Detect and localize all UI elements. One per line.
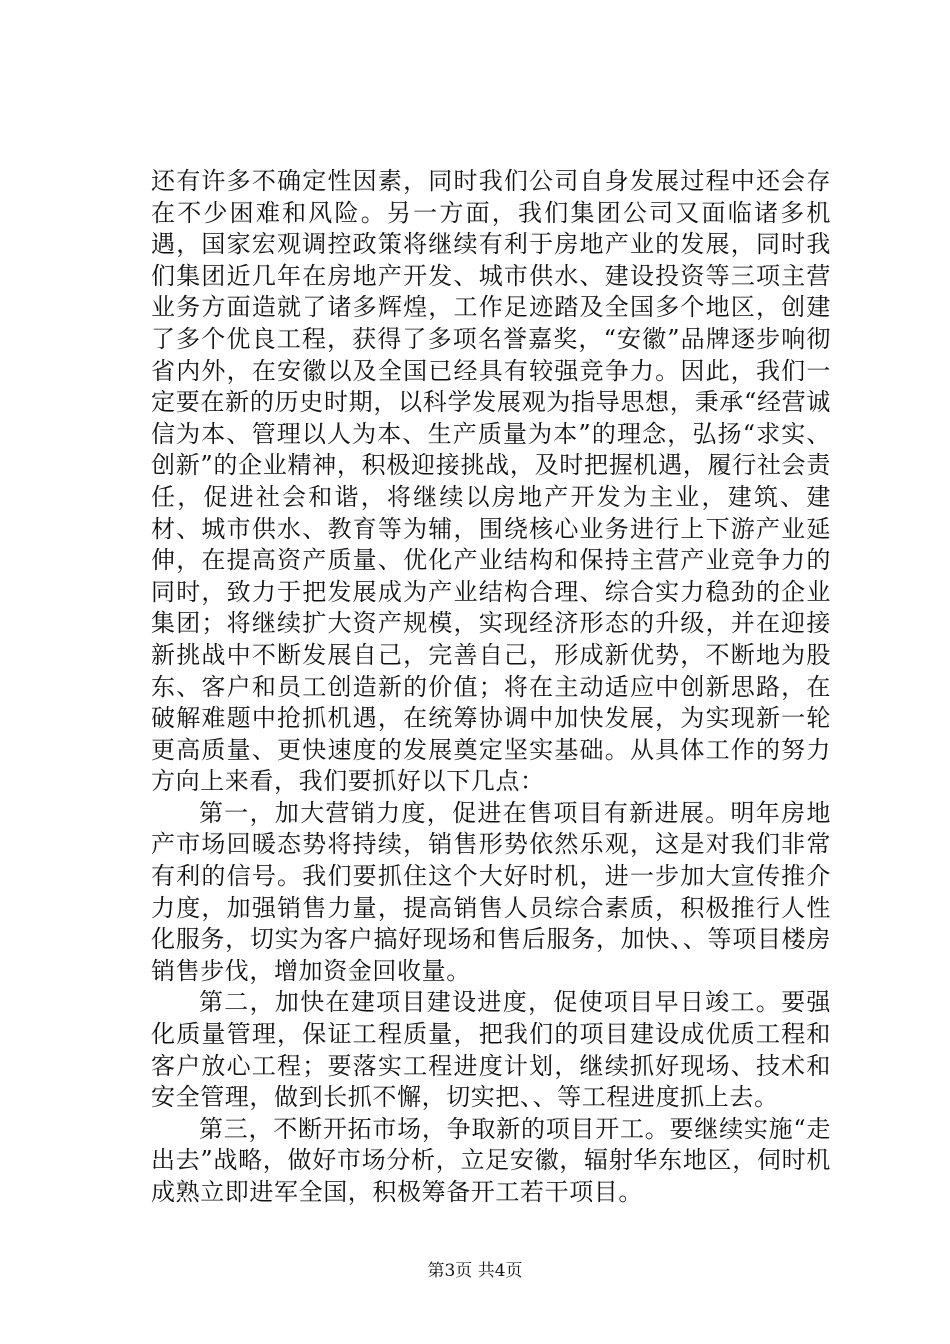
- paragraph-point-one: 第一，加大营销力度，促进在售项目有新进展。明年房地产市场回暖态势将持续，销售形势依然乐观，这是对我们非常有利的信号。我们要抓住这个大好时机，进一步加大宣传推介力度，加强销售力量，提高销售人员综合素质，积极推行人性化服务，切实为客户搞好现场和售后服务，加快、、等项目楼房销售步伐，增加资金回收量。: [151, 798, 831, 985]
- document-body: [151, 166, 831, 1209]
- paragraph-point-two: 第二，加快在建项目建设进度，促使项目早日竣工。要强化质量管理，保证工程质量，把我们的项目建设成优质工程和客户放心工程；要落实工程进度计划，继续抓好现场、技术和安全管理，做到长抓不懈，切实把、、等工程进度抓上去。: [151, 988, 831, 1112]
- paragraph-point-three: 第三，不断开拓市场，争取新的项目开工。要继续实施“走出去”战略，做好市场分析，立足安徽，辐射华东地区，伺时机成熟立即进军全国，积极筹备开工若干项目。: [151, 1114, 831, 1206]
- paragraph-intro: 还有许多不确定性因素，同时我们公司自身发展过程中还会存在不少困难和风险。另一方面，我们集团公司又面临诸多机遇，国家宏观调控政策将继续有利于房地产业的发展，同时我们集团近几年在房地产开发、城市供水、建设投资等三项主营业务方面造就了诸多辉煌，工作足迹踏及全国多个地区，创建了多个优良工程，获得了多项名誉嘉奖，“安徽”品牌逐步响彻省内外，在安徽以及全国已经具有较强竞争力。因此，我们一定要在新的历史时期，以科学发展观为指导思想，秉承“经营诚信为本、管理以人为本、生产质量为本”的理念，弘扬“求实、创新”的企业精神，积极迎接挑战，及时把握机遇，履行社会责任，促进社会和谐，将继续以房地产开发为主业，建筑、建材、城市供水、教育等为辅，围绕核心业务进行上下游产业延伸，在提高资产质量、优化产业结构和保持主营产业竞争力的同时，致力于把发展成为产业结构合理、综合实力稳劲的企业集团；将继续扩大资产规模，实现经济形态的升级，并在迎接新挑战中不断发展自己，完善自己，形成新优势，不断地为股东、客户和员工创造新的价值；将在主动适应中创新思路，在破解难题中抢抓机遇，在统筹协调中加快发展，为实现新一轮更高质量、更快速度的发展奠定坚实基础。从具体工作的努力方向上来看，我们要抓好以下几点：: [151, 167, 831, 796]
- page-number-footer: 第3页 共4页: [427, 1261, 523, 1281]
